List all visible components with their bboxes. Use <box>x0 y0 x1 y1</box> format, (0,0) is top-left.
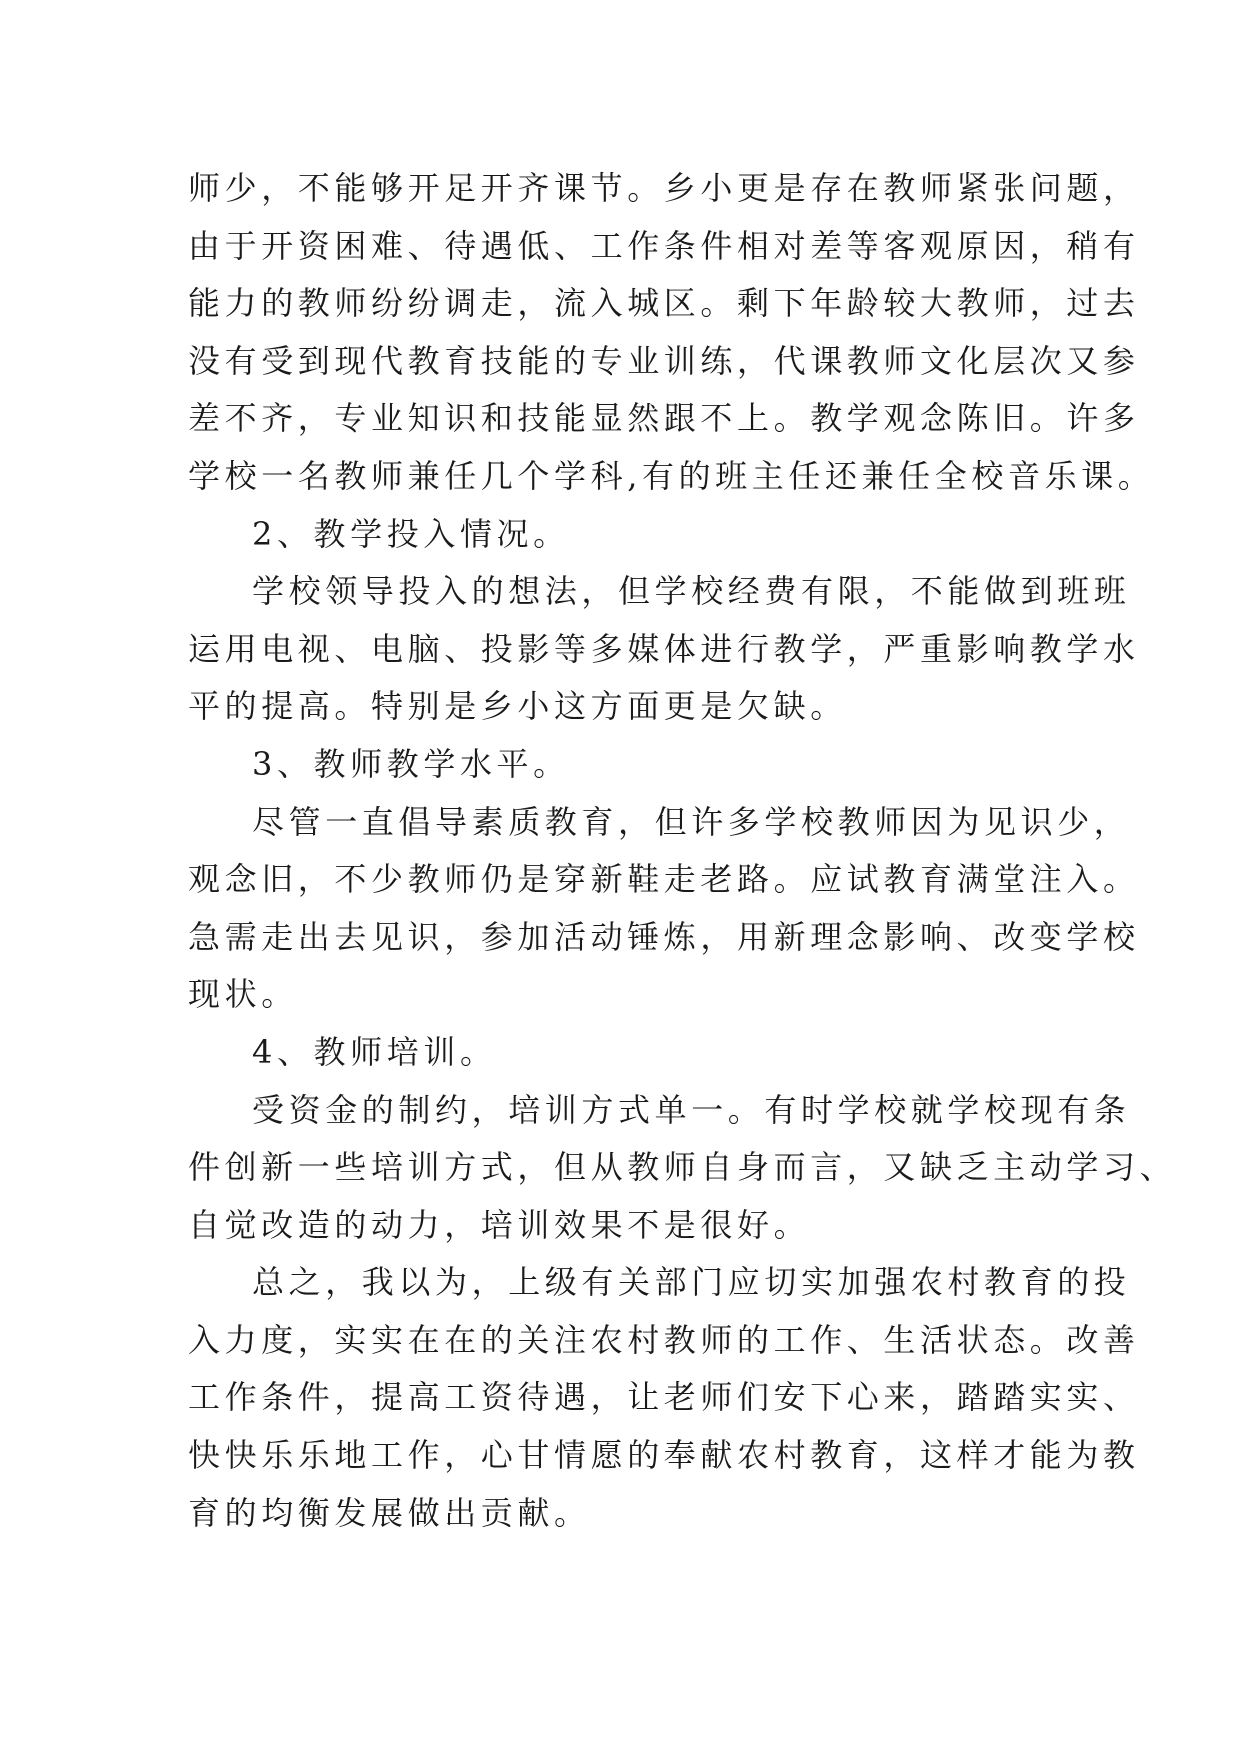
heading-text: 4、教师培训。 <box>252 1032 497 1071</box>
paragraph <box>188 160 1155 506</box>
text-line: 急需走出去见识，参加活动锤炼，用新理念影响、改变学校 <box>188 917 1140 956</box>
text-line: 平的提高。特别是乡小这方面更是欠缺。 <box>188 687 847 726</box>
text-line: 总之，我以为，上级有关部门应切实加强农村教育的投 <box>252 1263 1131 1302</box>
text-line: 工作条件，提高工资待遇，让老师们安下心来，踏踏实实、 <box>188 1378 1140 1417</box>
text-line: 没有受到现代教育技能的专业训练，代课教师文化层次又参 <box>188 341 1140 380</box>
text-line: 入力度，实实在在的关注农村教师的工作、生活状态。改善 <box>188 1320 1140 1359</box>
text-line: 快快乐乐地工作，心甘情愿的奉献农村教育，这样才能为教 <box>188 1436 1140 1475</box>
text-line: 差不齐，专业知识和技能显然跟不上。教学观念陈旧。许多 <box>188 399 1140 438</box>
text-line: 件创新一些培训方式，但从教师自身而言，又缺乏主动学习、 <box>188 1148 1177 1187</box>
text-line: 学校一名教师兼任几个学科,有的班主任还兼任全校音乐课。 <box>188 456 1155 495</box>
heading-text: 2、教学投入情况。 <box>252 514 570 553</box>
paragraph <box>188 1082 1177 1255</box>
text-line: 自觉改造的动力，培训效果不是很好。 <box>188 1205 811 1244</box>
text-line: 受资金的制约，培训方式单一。有时学校就学校现有条 <box>252 1090 1131 1129</box>
text-line: 尽管一直倡导素质教育，但许多学校教师因为见识少， <box>252 802 1131 841</box>
paragraph <box>188 794 1140 1024</box>
document-body <box>188 160 1177 1542</box>
section-heading <box>188 736 1068 794</box>
section-heading <box>188 506 1068 564</box>
text-line: 观念旧，不少教师仍是穿新鞋走老路。应试教育满堂注入。 <box>188 860 1140 899</box>
text-line: 育的均衡发展做出贡献。 <box>188 1493 591 1532</box>
heading-text: 3、教师教学水平。 <box>252 744 570 783</box>
text-line: 现状。 <box>188 975 298 1014</box>
text-line: 运用电视、电脑、投影等多媒体进行教学，严重影响教学水 <box>188 629 1140 668</box>
section-heading <box>188 1024 1068 1082</box>
text-line: 由于开资困难、待遇低、工作条件相对差等客观原因，稍有 <box>188 226 1140 265</box>
text-line: 学校领导投入的想法，但学校经费有限，不能做到班班 <box>252 572 1131 611</box>
text-line: 能力的教师纷纷调走，流入城区。剩下年龄较大教师，过去 <box>188 284 1140 323</box>
paragraph <box>188 1254 1140 1542</box>
paragraph <box>188 563 1140 736</box>
text-line: 师少，不能够开足开齐课节。乡小更是存在教师紧张问题， <box>188 169 1140 207</box>
